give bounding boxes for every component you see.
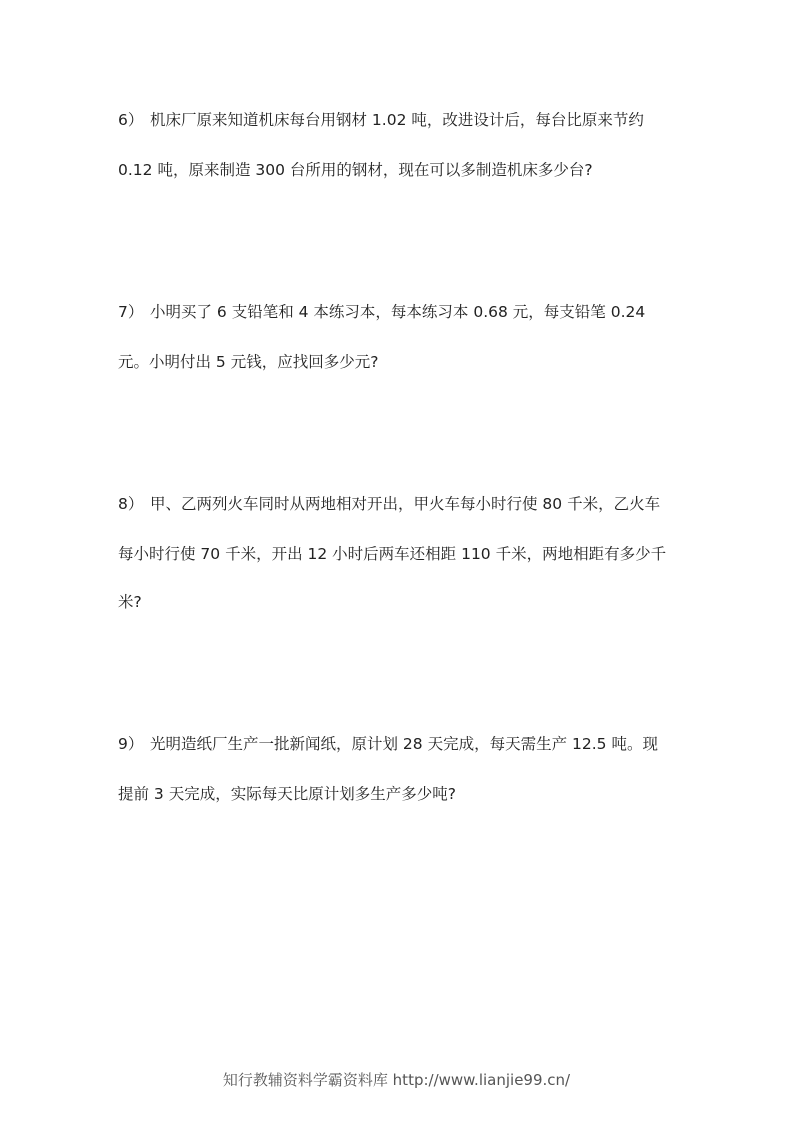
problem-8-text-1: 甲、乙两列火车同时从两地相对开出，甲火车每小时行使 80 千米，乙火车 [150,495,661,513]
problem-9-text-1: 光明造纸厂生产一批新闻纸，原计划 28 天完成，每天需生产 12.5 吨。现 [150,735,658,753]
problem-7-text-1: 小明买了 6 支铅笔和 4 本练习本，每本练习本 0.68 元，每支铅笔 0.24 [150,303,646,321]
problem-9-line-1 [118,734,658,754]
problem-9-number: 9） [118,735,144,753]
problem-9-line-2: 提前 3 天完成，实际每天比原计划多生产多少吨? [118,785,456,803]
problem-7-line-2: 元。小明付出 5 元钱，应找回多少元? [118,353,379,371]
problem-7-number: 7） [118,303,144,321]
problem-8-number: 8） [118,495,144,513]
problem-6-line-2: 0.12 吨，原来制造 300 台所用的钢材，现在可以多制造机床多少台? [118,161,593,179]
problem-6-text-1: 机床厂原来知道机床每台用钢材 1.02 吨，改进设计后，每台比原来节约 [150,111,644,129]
problem-7-line-1 [118,302,645,322]
problem-6-line-1 [118,110,644,130]
problem-6-number: 6） [118,111,144,129]
page-footer: 知行教辅资料学霸资料库 http://www.lianjie99.cn/ [222,1071,571,1089]
problem-8-line-2: 每小时行使 70 千米，开出 12 小时后两车还相距 110 千米，两地相距有多少千 [118,545,667,563]
problem-8-line-1 [118,494,660,514]
problem-8-line-3: 米? [118,593,142,611]
